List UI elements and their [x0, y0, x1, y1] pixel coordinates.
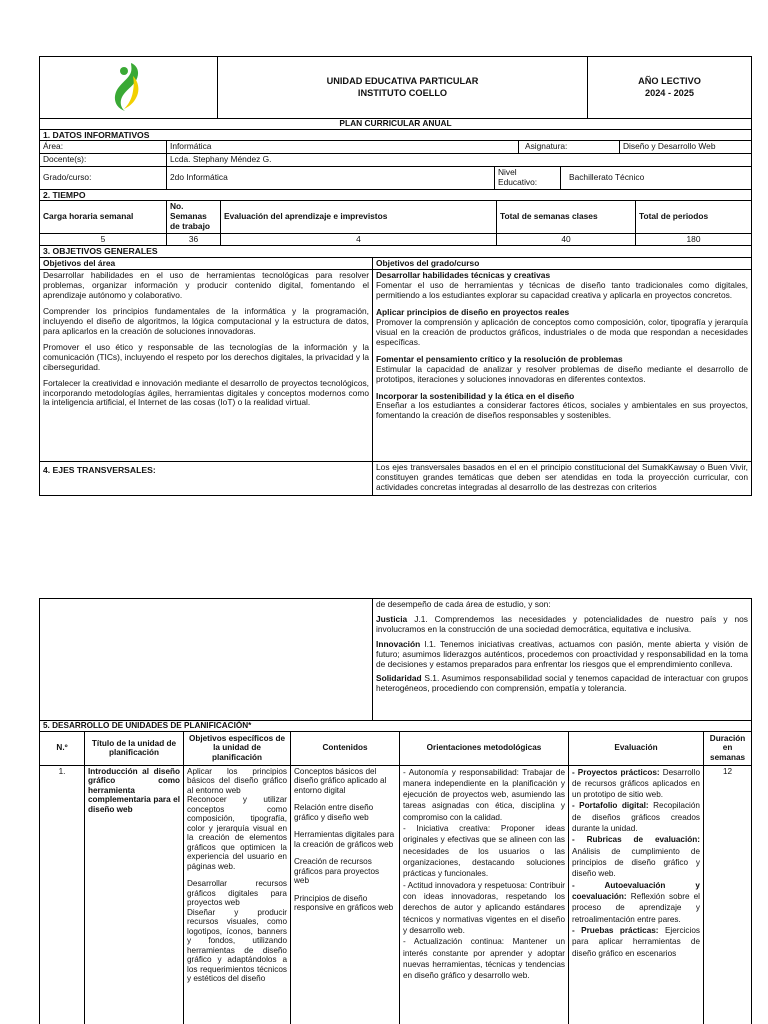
col-objetivos: Objetivos específicos de la unidad de planificación — [184, 731, 291, 765]
unit-eval-text: Ejercicios para aplicar herramientas de diseño gráfico en escenarios — [572, 925, 700, 958]
objetivos-area-head: Objetivos del área — [40, 257, 373, 270]
area-objective: Promover el uso ético y responsable de las tecnologías de la información y la comunicación (TICs), incluyendo el respeto por los derechos digitales, la privacidad y la ciberseguridad. — [43, 341, 369, 372]
unit-contenido: Conceptos básicos del diseño gráfico aplicado al entorno digital — [294, 766, 387, 795]
tiempo-h-total-per: Total de periodos — [636, 200, 752, 233]
page-2 — [39, 598, 751, 1024]
unit-eval-label: - Rubricas de evaluación: — [572, 835, 700, 845]
tiempo-h-total-sem: Total de semanas clases — [497, 200, 636, 233]
ejes-continuation-table — [39, 598, 752, 721]
objetivos-grado-list — [373, 270, 752, 462]
col-orientaciones: Orientaciones metodológicas — [400, 731, 569, 765]
asignatura-value: Diseño y Desarrollo Web — [620, 141, 752, 154]
grado-objective-title: Incorporar la sostenibilidad y la ética en el diseño — [376, 390, 575, 401]
nivel-label: Nivel Educativo: — [495, 166, 561, 189]
unit-eval-label: - Pruebas prácticas: — [572, 925, 659, 935]
unit-orientacion: - Autonomía y responsabilidad: Trabajar de manera independiente en la planificación y ejecución de proyectos web, asumiendo las tareas asignadas con ética, disciplina y compromiso con la calidad. — [403, 767, 565, 822]
grado-objective-text: Estimular la capacidad de analizar y resolver problemas de diseño mediante el desarrollo de prototipos, iteraciones y soluciones innovadoras en diferentes contextos. — [376, 363, 748, 384]
unit-orientacion: - Iniciativa creativa: Proponer ideas originales y efectivas que se alineen con las necesidades de los usuarios o las organizaciones, destacando soluciones prácticas y funcionales. — [403, 824, 565, 879]
page-1 — [39, 56, 751, 496]
area-objective: Desarrollar habilidades en el uso de herramientas tecnológicas para resolver problemas, organizar información y producir contenido digital, fomentando el aprendizaje autónomo y colaborativo. — [43, 270, 369, 301]
objetivos-title: 3. OBJETIVOS GENERALES — [40, 246, 752, 257]
unit-eval-text: Desarrollo de recursos gráficos aplicados en un prototipo de sitio web. — [572, 767, 700, 800]
objetivos-area-list — [40, 270, 373, 462]
school-name — [218, 57, 588, 119]
grado-objective-text: Promover la comprensión y aplicación de conceptos como composición, color, tipografía y jerarquía visual en la creación de productos gráficos, industriales o de moda que respondan a necesidades específicas. — [376, 317, 748, 347]
tiempo-v-total-sem: 40 — [497, 233, 636, 246]
docente-value: Lcda. Stephany Méndez G. — [167, 153, 752, 166]
unit-duracion: 12 — [704, 765, 752, 1024]
eje-label: Innovación — [376, 638, 421, 649]
grado-objective-text: Fomentar el uso de herramientas y técnicas de diseño tanto tradicionales como digitales, permitiendo a los estudiantes explorar su capacidad creativa y aplicarla en proyectos concretos. — [376, 280, 748, 301]
unit-titulo: Introducción al diseño gráfico como herramienta complementaria para el diseño web — [85, 765, 184, 1024]
col-duracion: Duración en semanas — [704, 731, 752, 765]
eje-label: Justicia — [376, 613, 408, 624]
grado-objective — [376, 355, 748, 385]
unit-contenido: Creación de recursos gráficos para proyectos web — [294, 857, 380, 886]
area-objective: Comprender los principios fundamentales de la informática y la programación, incluyendo el diseño de algoritmos, la lógica computacional y la estructura de datos, para aplicarlos en la creación de soluciones innovadoras. — [43, 306, 369, 337]
eje-item — [376, 674, 748, 694]
unit-objetivo: Reconocer y utilizar conceptos como composición, tipografía, color y jerarquía visual en la creación de elementos gráficos que optimicen la experiencia del usuario en páginas web. — [187, 795, 287, 871]
grado-objective — [376, 271, 748, 301]
table-row — [40, 765, 752, 1024]
grado-objective — [376, 308, 748, 348]
area-label: Área: — [40, 141, 167, 154]
unit-eval-item — [572, 767, 700, 801]
year-label: AÑO LECTIVO — [638, 76, 701, 86]
unit-objetivo: Desarrollar recursos gráficos digitales para proyectos web — [187, 879, 287, 908]
tiempo-table — [39, 200, 752, 258]
eje-text: S.1. Asumimos responsabilidad social y tenemos capacidad de interactuar con grupos heterogéneos, procediendo con comprensión, empatía y tolerancia. — [376, 673, 749, 694]
col-contenidos: Contenidos — [291, 731, 400, 765]
unit-contenido: Principios de diseño responsive en gráficos web — [294, 893, 394, 913]
unit-eval-label: - Proyectos prácticos: — [572, 767, 660, 777]
grado-objective-title: Fomentar el pensamiento crítico y la resolución de problemas — [376, 353, 623, 364]
school-line-2: INSTITUTO COELLO — [357, 87, 448, 98]
unidades-title: 5. DESARROLLO DE UNIDADES DE PLANIFICACIÓN* — [40, 721, 752, 732]
unit-eval-text: Análisis de cumplimiento de principios de diseño gráfico y diseño web. — [572, 846, 700, 879]
unit-objetivo: Diseñar y producir recursos visuales, como logotipos, íconos, banners y fondos, utilizando herramientas de diseño gráfico y adaptándolos a los requerimientos técnicos y estéticos del diseño — [187, 907, 287, 984]
eje-item — [376, 640, 748, 670]
objetivos-table — [39, 257, 752, 497]
datos-title: 1. DATOS INFORMATIVOS — [40, 129, 752, 140]
grado-objective — [376, 392, 748, 422]
tiempo-v-semanas: 36 — [167, 233, 221, 246]
unit-orientaciones — [400, 765, 569, 1024]
grado-objective-text: Enseñar a los estudiantes a considerar factores éticos, sociales y ambientales en sus proyectos, fomentando la creación de diseños responsables y sostenibles. — [376, 400, 748, 421]
eje-text: I.1. Tenemos iniciativas creativas, actuamos con pasión, mente abierta y visión de futuro; asumimos liderazgos auténticos, procedemos con proactividad y responsabilidad en la toma de decisiones y estamos preparados para enfrentar los riesgos que el emprendimiento conlleva. — [376, 638, 749, 669]
datos-table — [39, 118, 752, 201]
nivel-value: Bachillerato Técnico — [561, 166, 752, 189]
tiempo-v-eval: 4 — [221, 233, 497, 246]
unit-eval-label: - Autoevaluación y coevaluación: — [572, 880, 700, 901]
col-evaluacion: Evaluación — [569, 731, 704, 765]
tiempo-title: 2. TIEMPO — [40, 189, 752, 200]
ejes-title: 4. EJES TRANSVERSALES: — [40, 462, 373, 496]
grado-value: 2do Informática — [167, 166, 495, 189]
plan-title: PLAN CURRICULAR ANUAL — [40, 119, 752, 130]
unit-orientacion: - Actualización continua: Mantener un interés constante por aprender y adoptar nuevas herramientas, técnicas y tendencias en diseño gráfico y desarrollo web. — [403, 937, 565, 981]
unit-evaluacion — [569, 765, 704, 1024]
grado-objective-title: Desarrollar habilidades técnicas y creativas — [376, 270, 551, 281]
ejes-list — [373, 599, 752, 721]
ejes-continuation: de desempeño de cada área de estudio, y son: — [376, 599, 551, 609]
school-line-1: UNIDAD EDUCATIVA PARTICULAR — [326, 76, 479, 86]
ejes-empty-cell — [40, 599, 373, 721]
docente-label: Docente(s): — [40, 153, 167, 166]
logo-cell — [40, 57, 218, 119]
academic-year — [588, 57, 752, 119]
header-table — [39, 56, 752, 119]
eje-item — [376, 615, 748, 635]
tiempo-h-carga: Carga horaria semanal — [40, 200, 167, 233]
objetivos-grado-head: Objetivos del grado/curso — [373, 257, 752, 270]
area-value: Informática — [167, 141, 519, 154]
unit-orientacion: - Actitud innovadora y respetuosa: Contribuir con ideas innovadoras, respetando los derechos de autor y aplicando estándares técnicos y normativas vigentes en el diseño y desarrollo web. — [403, 880, 565, 935]
unit-objetivos — [184, 765, 291, 1024]
unit-eval-item — [572, 834, 700, 879]
unidades-table — [39, 720, 752, 1024]
unit-eval-item — [572, 800, 700, 834]
grado-objective-title: Aplicar principios de diseño en proyectos reales — [376, 307, 570, 318]
unit-eval-text: Reflexión sobre el proceso de aprendizaje y retroalimentación entre pares. — [572, 891, 700, 924]
grado-label: Grado/curso: — [40, 166, 167, 189]
unit-num: 1. — [40, 765, 85, 1024]
tiempo-h-eval: Evaluación del aprendizaje e imprevistos — [221, 200, 497, 233]
unit-eval-label: - Portafolio digital: — [572, 801, 649, 811]
area-objective: Fortalecer la creatividad e innovación mediante el desarrollo de proyectos tecnológicos, incorporando metodologías ágiles, herramientas digitales y conceptos modernos como la inteligencia artificial, el Internet de las cosas (IoT) o la realidad virtual. — [43, 377, 369, 408]
year-value: 2024 - 2025 — [644, 87, 695, 98]
unit-contenidos — [291, 765, 400, 1024]
col-titulo: Título de la unidad de planificación — [85, 731, 184, 765]
tiempo-h-semanas: No. Semanas de trabajo — [167, 200, 221, 233]
unit-objetivo: Aplicar los principios básicos del diseño gráfico al entorno web — [187, 766, 287, 795]
unit-eval-item — [572, 880, 700, 925]
unit-contenido: Herramientas digitales para la creación de gráficos web — [294, 830, 395, 849]
eje-text: J.1. Comprendemos las necesidades y potencialidades de nuestro país y nos involucramos en la construcción de una sociedad democrática, equitativa e inclusiva. — [376, 613, 748, 634]
tiempo-v-carga: 5 — [40, 233, 167, 246]
asignatura-label: Asignatura: — [519, 141, 620, 154]
school-logo-icon — [109, 60, 149, 112]
eje-label: Solidaridad — [376, 673, 422, 684]
unit-contenido: Relación entre diseño gráfico y diseño web — [294, 803, 374, 822]
unit-eval-text: Recopilación de diseños gráficos creados durante la unidad. — [572, 801, 700, 834]
col-num: N.º — [40, 731, 85, 765]
unit-eval-item — [572, 925, 700, 959]
tiempo-v-total-per: 180 — [636, 233, 752, 246]
ejes-intro: Los ejes transversales basados en el en el principio constitucional del SumakKawsay o Buen Vivir, constituyen grandes temáticas que deben ser atendidas en toda la proyección curricular, con actividades concretas integradas al desarrollo de las destrezas con criterios — [373, 462, 752, 496]
